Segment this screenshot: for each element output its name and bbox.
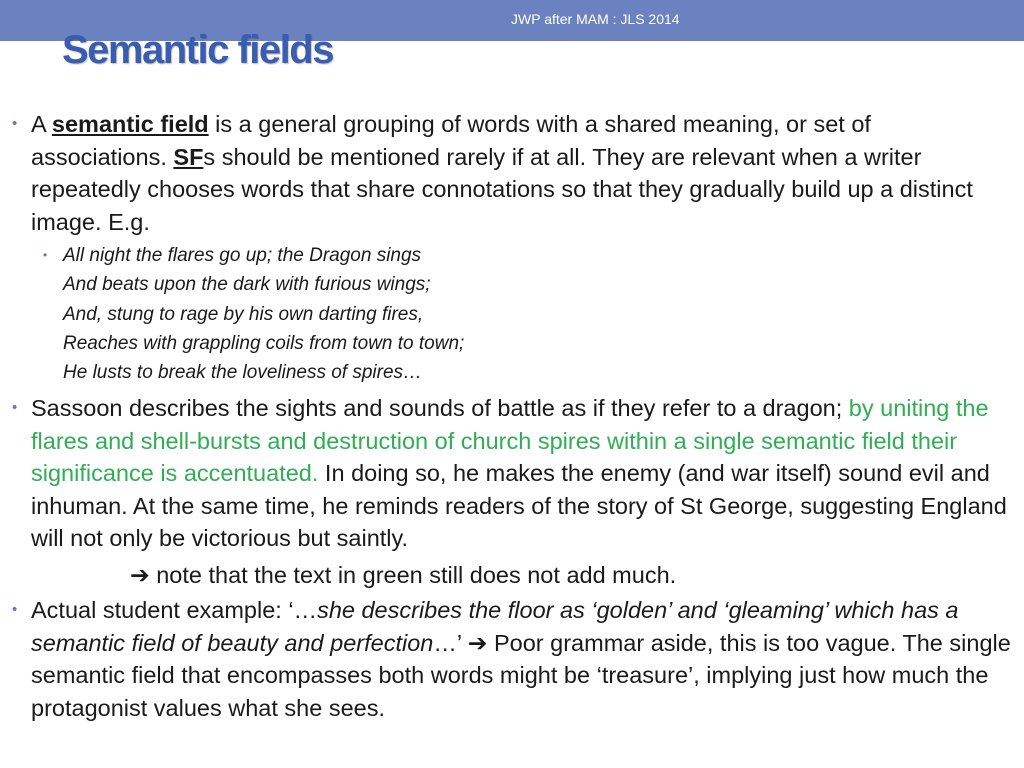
keyword-sf: SF [173,143,204,170]
text-segment: Poor grammar aside, this is too vague. The single semantic field that encompasses both words might be ‘treasure’, implying just how much the protagonist values what she sees. [31,629,1011,721]
text-segment: In doing so, he makes the enemy (and war itself) sound evil and inhuman. At the same time, he reminds readers of the story of St George, suggesting England will not only be victorious but saintly. [31,460,1007,552]
bullet-student-example [0,594,1011,724]
text-segment: Sassoon describes the sights and sounds of battle as if they refer to a dragon; [31,395,849,422]
poem-line: Reaches with grappling coils from town to town; [63,332,465,354]
keyword-semantic-field: semantic field [51,111,209,137]
bullet-sassoon-analysis [0,392,1011,555]
text-segment: …’ [433,629,468,656]
bullet-icon: • [12,601,18,619]
poem-line: All night the flares go up; the Dragon sings [63,245,422,266]
note-text: note that the text in green still does not add much. [149,561,677,588]
poem-line: He lusts to break the loveliness of spires… [63,362,423,384]
text-segment: is a general grouping of words with a shared meaning, or set of associations. [31,111,871,170]
green-highlight: by uniting the flares and shell-bursts and destruction of church spires within a single semantic field their significance is accentuated. [31,395,989,487]
poem-line: And, stung to rage by his own darting fires, [63,303,424,325]
slide-content [0,108,1024,724]
text-segment: Actual student example: ‘… [31,597,318,624]
slide-title: Semantic fields [62,28,333,72]
sub-bullet-icon: • [43,248,48,262]
student-quote: she describes the floor as ‘golden’ and ‘gleaming’ which has a semantic field of beauty and perfection [31,597,959,656]
bullet-icon: • [12,115,18,132]
header-note: JWP after MAM : JLS 2014 [511,11,680,27]
arrow-icon: ➔ [467,629,488,656]
poem-line: And beats upon the dark with furious wings; [63,274,431,296]
bullet-icon: • [12,399,18,417]
text-segment: s should be mentioned rarely if at all. They are relevant when a writer repeatedly chooses words that share connotations so that they gradually build up a distinct image. E.g. [31,143,973,235]
bullet-definition [0,108,1011,238]
text-segment: A [31,111,52,137]
poem-quote [0,241,963,387]
arrow-icon: ➔ [130,561,150,588]
note-line [0,559,1024,592]
